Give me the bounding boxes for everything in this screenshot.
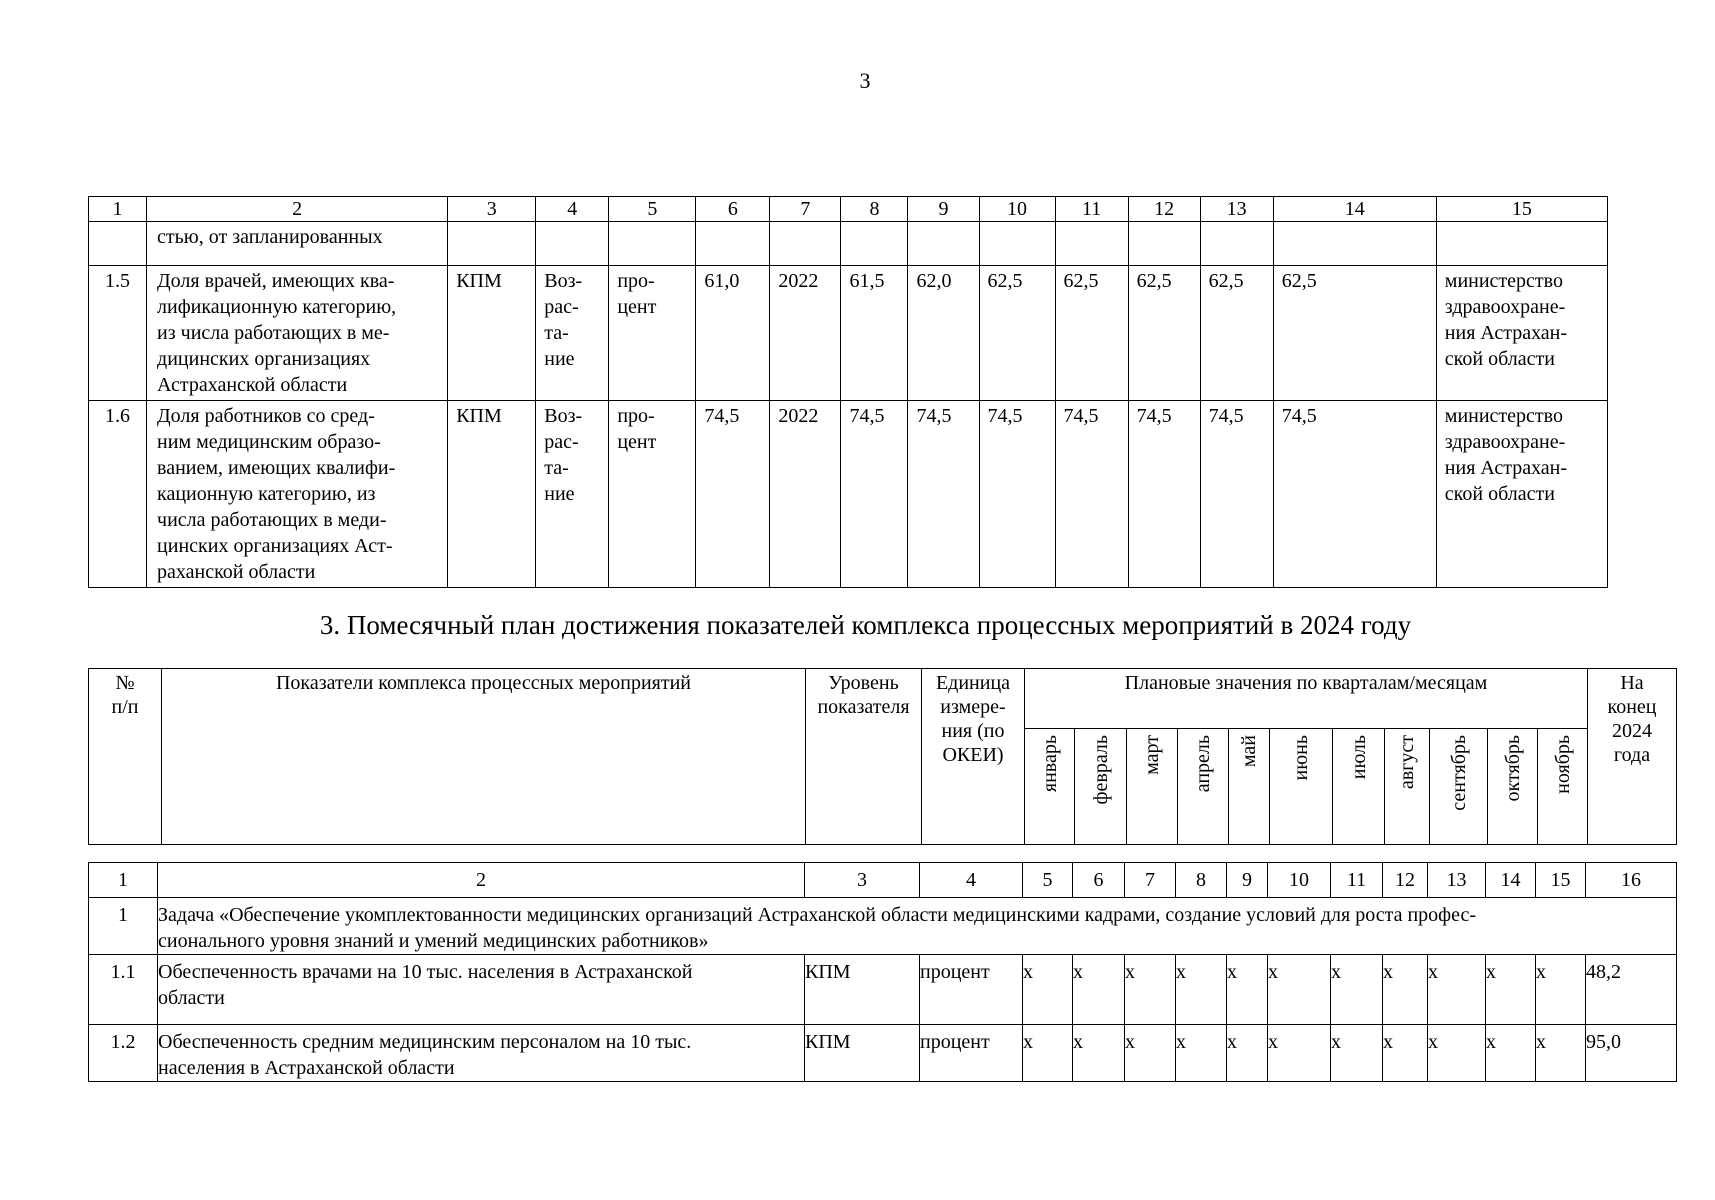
year-value: 62,5 [1200, 266, 1273, 401]
responsible-body: министерство здравоохране- ния Астрахан- ской области [1436, 401, 1607, 588]
year-value: 74,5 [841, 401, 908, 588]
month-label: сентябрь [1447, 735, 1470, 811]
year-value: 62,5 [1055, 266, 1128, 401]
indicator-name: Обеспеченность врачами на 10 тыс. населения в Астраханской области [158, 955, 805, 1025]
month-value: x [1023, 1025, 1073, 1082]
table-row [89, 955, 1677, 1025]
indicator-name: Доля врачей, имеющих ква- лификационную категорию, из числа работающих в ме- дицинских организациях Астраханской области [147, 266, 448, 401]
indicator-name: Обеспеченность средним медицинским персоналом на 10 тыс. населения в Астраханской области [158, 1025, 805, 1082]
column-number: 7 [1125, 863, 1176, 898]
month-label: январь [1038, 735, 1061, 793]
indicator-level: КПМ [805, 955, 920, 1025]
month-header [1178, 729, 1229, 845]
column-number: 13 [1200, 197, 1273, 222]
month-header [1229, 729, 1270, 845]
column-number: 12 [1383, 863, 1428, 898]
month-header [1385, 729, 1430, 845]
month-value: x [1428, 1025, 1486, 1082]
month-value: x [1331, 1025, 1383, 1082]
row-number: 1.6 [89, 401, 147, 588]
indicator-level: КПМ [448, 401, 536, 588]
column-number: 5 [1023, 863, 1073, 898]
table-row [89, 401, 1608, 588]
task-row [89, 898, 1677, 955]
year-value: 74,5 [908, 401, 979, 588]
column-number: 15 [1536, 863, 1586, 898]
column-number: 1 [89, 197, 147, 222]
column-number: 15 [1436, 197, 1607, 222]
header-number: № п/п [89, 669, 162, 845]
table-row [89, 1025, 1677, 1082]
table-header-row [89, 197, 1608, 222]
month-value: x [1383, 1025, 1428, 1082]
month-label: август [1396, 735, 1418, 790]
month-value: x [1125, 1025, 1176, 1082]
month-value: x [1428, 955, 1486, 1025]
month-label: апрель [1192, 735, 1214, 793]
section-title: 3. Помесячный план достижения показателей комплекса процессных мероприятий в 2024 году [319, 610, 1412, 640]
column-number: 8 [841, 197, 908, 222]
responsible-body: министерство здравоохране- ния Астрахан- ской области [1436, 266, 1607, 401]
indicator-unit: про- цент [609, 401, 696, 588]
month-value: x [1536, 955, 1586, 1025]
year-end-value: 95,0 [1586, 1025, 1677, 1082]
header-indicators: Показатели комплекса процессных мероприятий [162, 669, 806, 845]
task-number: 1 [89, 898, 158, 955]
header-unit: Единица измере- ния (по ОКЕИ) [922, 669, 1025, 845]
column-number: 14 [1486, 863, 1536, 898]
month-label: июль [1347, 735, 1370, 780]
month-value: x [1227, 1025, 1268, 1082]
column-number: 7 [770, 197, 841, 222]
month-value: x [1383, 955, 1428, 1025]
month-label: март [1141, 735, 1163, 775]
column-number: 11 [1055, 197, 1128, 222]
indicator-unit: процент [920, 1025, 1023, 1082]
month-header [1333, 729, 1385, 845]
year-end-value: 48,2 [1586, 955, 1677, 1025]
year-value: 74,5 [1128, 401, 1200, 588]
month-header [1075, 729, 1127, 845]
month-label: февраль [1089, 735, 1112, 805]
column-number: 9 [908, 197, 979, 222]
indicator-unit: процент [920, 955, 1023, 1025]
column-number: 3 [805, 863, 920, 898]
header-plan-values: Плановые значения по кварталам/месяцам [1025, 669, 1588, 729]
column-number: 3 [448, 197, 536, 222]
indicator-name: Доля работников со сред- ним медицинским образо- ванием, имеющих квалифи- кационную категорию, из числа работающих в меди- цинских организациях Аст- раханской области [147, 401, 448, 588]
column-number: 16 [1586, 863, 1677, 898]
base-value: 61,0 [696, 266, 770, 401]
header-year-end: На конец 2024 года [1588, 669, 1677, 845]
indicator-direction: Воз- рас- та- ние [536, 266, 609, 401]
column-number: 5 [609, 197, 696, 222]
year-value: 74,5 [1273, 401, 1436, 588]
year-value: 62,5 [979, 266, 1055, 401]
month-value: x [1268, 955, 1331, 1025]
monthly-plan-table [88, 862, 1677, 1082]
month-value: x [1486, 955, 1536, 1025]
row-number: 1.5 [89, 266, 147, 401]
column-number: 9 [1227, 863, 1268, 898]
column-number: 14 [1273, 197, 1436, 222]
month-header [1270, 729, 1333, 845]
base-year: 2022 [770, 266, 841, 401]
month-value: x [1227, 955, 1268, 1025]
year-value: 62,5 [1273, 266, 1436, 401]
table-row [89, 266, 1608, 401]
task-text: Задача «Обеспечение укомплектованности медицинских организаций Астраханской области медицинскими кадрами, создание условий для роста профес- сионального уровня знаний и умений медицинских работников» [158, 898, 1677, 955]
year-value: 74,5 [1200, 401, 1273, 588]
table-header-row [89, 863, 1677, 898]
month-value: x [1073, 955, 1125, 1025]
column-number: 6 [1073, 863, 1125, 898]
year-value: 74,5 [979, 401, 1055, 588]
month-value: x [1486, 1025, 1536, 1082]
column-number: 6 [696, 197, 770, 222]
monthly-plan-header-table [88, 668, 1677, 845]
column-number: 11 [1331, 863, 1383, 898]
table-row [89, 222, 1608, 266]
indicator-direction: Воз- рас- та- ние [536, 401, 609, 588]
month-label: май [1238, 735, 1260, 768]
base-value: 74,5 [696, 401, 770, 588]
indicator-level: КПМ [448, 266, 536, 401]
continuation-text: стью, от запланированных [147, 222, 448, 266]
month-value: x [1023, 955, 1073, 1025]
month-value: x [1331, 955, 1383, 1025]
year-value: 61,5 [841, 266, 908, 401]
column-number: 8 [1176, 863, 1227, 898]
month-label: ноябрь [1551, 735, 1574, 794]
row-number: 1.2 [89, 1025, 158, 1082]
month-header [1538, 729, 1588, 845]
column-number: 10 [979, 197, 1055, 222]
indicator-unit: про- цент [609, 266, 696, 401]
page-number: 3 [859, 68, 871, 93]
row-number: 1.1 [89, 955, 158, 1025]
column-number: 4 [920, 863, 1023, 898]
month-value: x [1125, 955, 1176, 1025]
month-value: x [1073, 1025, 1125, 1082]
column-number: 2 [158, 863, 805, 898]
indicator-level: КПМ [805, 1025, 920, 1082]
month-value: x [1176, 1025, 1227, 1082]
column-number: 10 [1268, 863, 1331, 898]
column-number: 12 [1128, 197, 1200, 222]
month-label: октябрь [1501, 735, 1524, 802]
header-level: Уровень показателя [806, 669, 922, 845]
month-header [1127, 729, 1178, 845]
month-label: июнь [1290, 735, 1312, 781]
column-number: 4 [536, 197, 609, 222]
month-header [1025, 729, 1075, 845]
year-value: 62,0 [908, 266, 979, 401]
month-header [1430, 729, 1488, 845]
month-header [1488, 729, 1538, 845]
month-value: x [1176, 955, 1227, 1025]
base-year: 2022 [770, 401, 841, 588]
year-value: 62,5 [1128, 266, 1200, 401]
month-value: x [1536, 1025, 1586, 1082]
month-value: x [1268, 1025, 1331, 1082]
year-value: 74,5 [1055, 401, 1128, 588]
indicators-table [88, 196, 1608, 588]
column-number: 13 [1428, 863, 1486, 898]
column-number: 1 [89, 863, 158, 898]
column-number: 2 [147, 197, 448, 222]
